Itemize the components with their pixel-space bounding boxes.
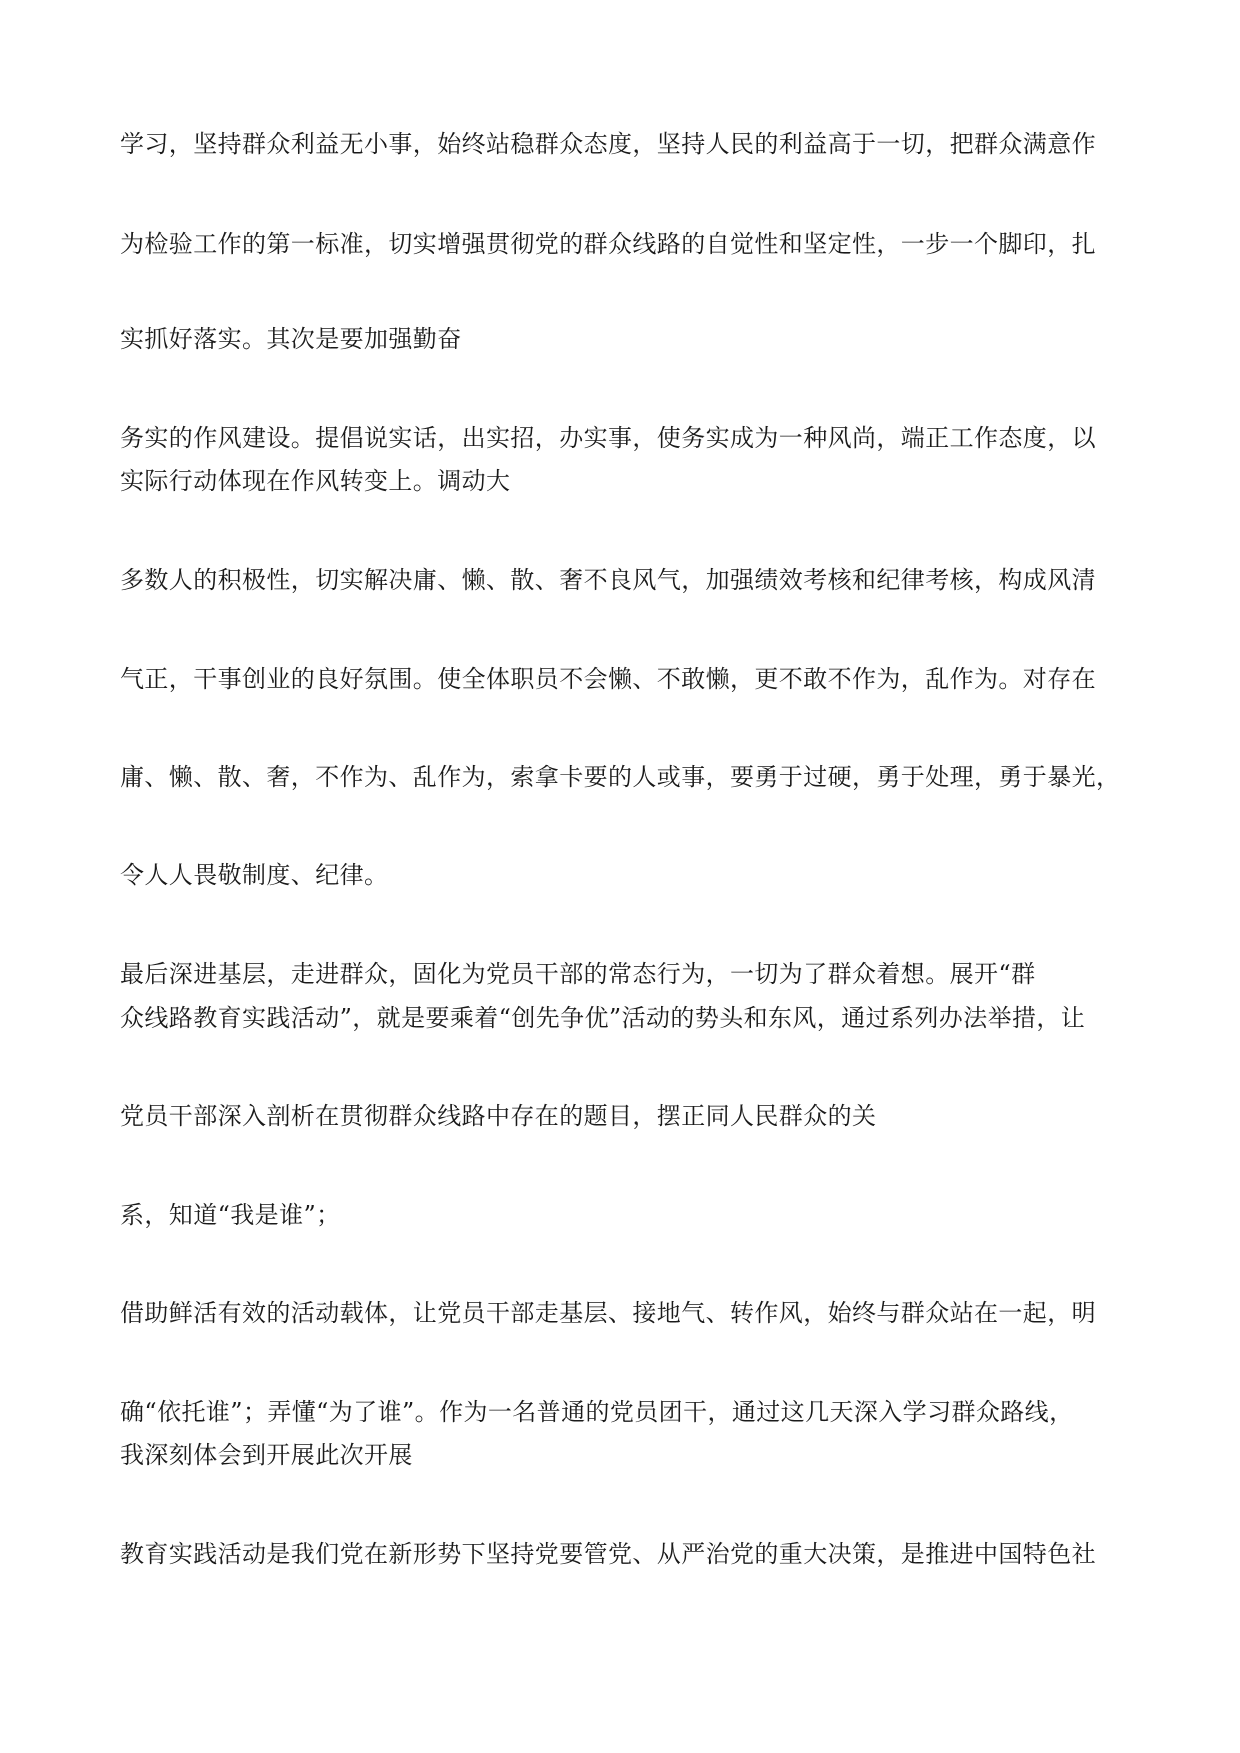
- text-line: 为检验工作的第一标准，切实增强贯彻党的群众线路的自觉性和坚定性，一步一个脚印，扎: [120, 230, 1096, 258]
- text-line: 令人人畏敬制度、纪律。: [120, 861, 389, 889]
- text-line: 众线路教育实践活动”，就是要乘着“创先争优”活动的势头和东风，通过系列办法举措，让: [120, 1004, 1086, 1032]
- text-line: 最后深进基层，走进群众，固化为党员干部的常态行为，一切为了群众着想。展开“群: [120, 960, 1036, 988]
- text-line: 气正，干事创业的良好氛围。使全体职员不会懒、不敢懒，更不敢不作为，乱作为。对存在: [120, 665, 1096, 693]
- text-line: 系，知道“我是谁”；: [120, 1201, 341, 1229]
- text-line: 实抓好落实。其次是要加强勤奋: [120, 325, 462, 353]
- text-line: 实际行动体现在作风转变上。调动大: [120, 467, 511, 495]
- text-line: 务实的作风建设。提倡说实话，出实招，办实事，使务实成为一种风尚，端正工作态度，以: [120, 424, 1096, 452]
- text-line: 借助鲜活有效的活动载体，让党员干部走基层、接地气、转作风，始终与群众站在一起，明: [120, 1299, 1096, 1327]
- text-line: 确“依托谁”；弄懂“为了谁”。作为一名普通的党员团干，通过这几天深入学习群众路线，: [120, 1398, 1074, 1426]
- text-line: 我深刻体会到开展此次开展: [120, 1441, 413, 1469]
- text-line: 教育实践活动是我们党在新形势下坚持党要管党、从严治党的重大决策，是推进中国特色社: [120, 1540, 1096, 1568]
- text-line: 党员干部深入剖析在贯彻群众线路中存在的题目，摆正同人民群众的关: [120, 1102, 877, 1130]
- text-line: 庸、懒、散、奢，不作为、乱作为，索拿卡要的人或事，要勇于过硬，勇于处理，勇于暴光，: [120, 763, 1121, 791]
- text-line: 学习，坚持群众利益无小事，始终站稳群众态度，坚持人民的利益高于一切，把群众满意作: [120, 130, 1096, 158]
- text-line: 多数人的积极性，切实解决庸、懒、散、奢不良风气，加强绩效考核和纪律考核，构成风清: [120, 566, 1096, 594]
